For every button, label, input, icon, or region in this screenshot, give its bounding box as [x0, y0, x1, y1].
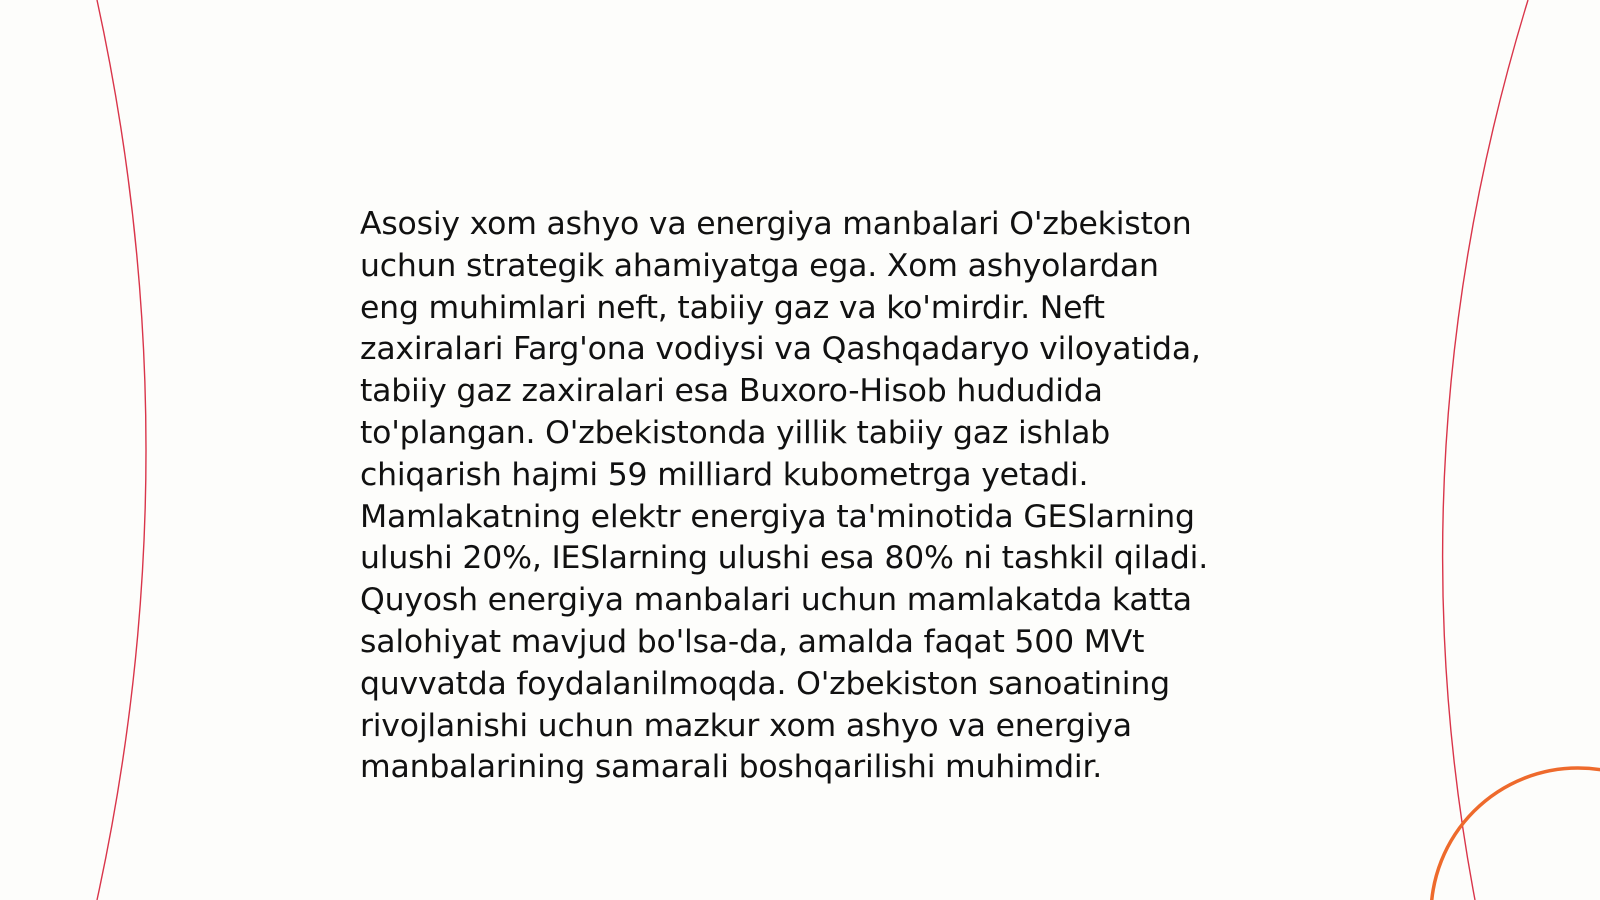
paragraph-line: tabiiy gaz zaxiralari esa Buxoro-Hisob hududida [360, 373, 1103, 410]
paragraph-line: Mamlakatning elektr energiya ta'minotida GESlarning [360, 498, 1195, 535]
paragraph-line: uchun strategik ahamiyatga ega. Xom ashyolardan [360, 247, 1159, 284]
paragraph-line: Quyosh energiya manbalari uchun mamlakatda katta [360, 582, 1192, 619]
paragraph-line: eng muhimlari neft, tabiiy gaz va ko'mirdir. Neft [360, 289, 1105, 326]
accent-circle [1431, 768, 1600, 900]
paragraph-line: quvvatda foydalanilmoqda. O'zbekiston sanoatining [360, 665, 1170, 702]
paragraph-line: ulushi 20%, IESlarning ulushi esa 80% ni tashkil qiladi. [360, 540, 1209, 577]
paragraph-line: manbalarining samarali boshqarilishi muhimdir. [360, 749, 1103, 786]
paragraph-line: salohiyat mavjud bo'lsa-da, amalda faqat 500 MVt [360, 623, 1145, 660]
right-curve-line [1443, 0, 1528, 900]
body-paragraph [360, 204, 1240, 789]
paragraph-line: to'plangan. O'zbekistonda yillik tabiiy gaz ishlab [360, 414, 1110, 451]
paragraph-line: zaxiralari Farg'ona vodiysi va Qashqadaryo viloyatida, [360, 331, 1201, 368]
left-curve-line [97, 0, 146, 900]
paragraph-line: chiqarish hajmi 59 milliard kubometrga yetadi. [360, 456, 1089, 493]
paragraph-line: Asosiy xom ashyo va energiya manbalari O'zbekiston [360, 206, 1192, 242]
paragraph-line: rivojlanishi uchun mazkur xom ashyo va energiya [360, 707, 1132, 744]
